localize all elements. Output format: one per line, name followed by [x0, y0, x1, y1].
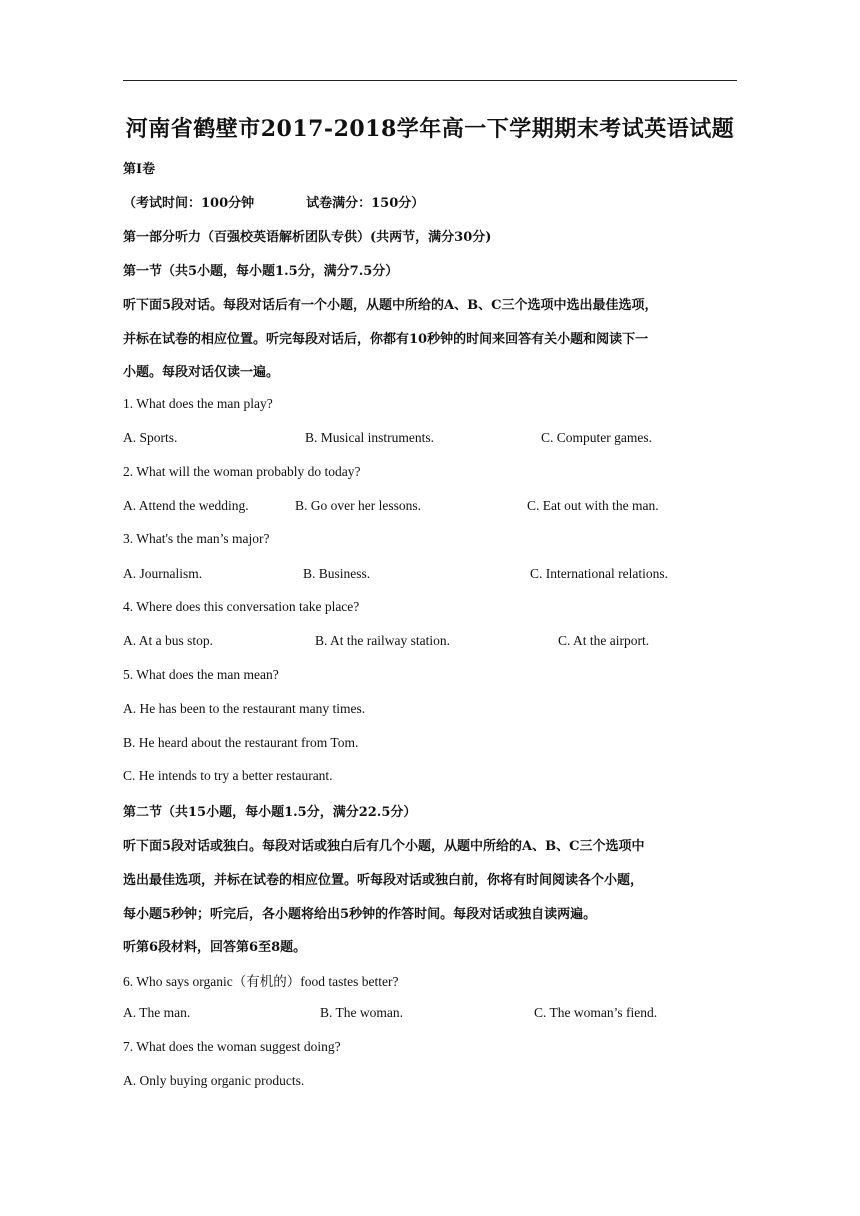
q5-option-b: B. He heard about the restaurant from Tom.: [123, 735, 359, 750]
q3-option-a: A. Journalism.: [123, 566, 203, 581]
question-1: 1. What does the man play?: [123, 396, 273, 411]
question-2: 2. What will the woman probably do today?: [123, 464, 361, 479]
section2-heading: 第二节（共15小题，每小题1.5分，满分22.5分）: [123, 805, 417, 820]
section1-instruction-line: 并标在试卷的相应位置。听完每段对话后，你都有10秒钟的时间来回答有关小题和阅读下一: [123, 332, 649, 347]
part1-heading: 第一部分听力（百强校英语解析团队专供）(共两节，满分30分): [123, 230, 492, 245]
q1-option-b: B. Musical instruments.: [305, 430, 434, 445]
q4-option-b: B. At the railway station.: [315, 633, 450, 648]
q5-option-c: C. He intends to try a better restaurant.: [123, 768, 333, 783]
q2-option-b: B. Go over her lessons.: [295, 498, 421, 513]
exam-info: （考试时间：100分钟 试卷满分：150分）: [123, 196, 425, 211]
question-6: 6. Who says organic（有机的）food tastes better?: [123, 974, 399, 989]
section2-instruction-line: 听下面5段对话或独白。每段对话或独白后有几个小题，从题中所给的A、B、C三个选项中: [123, 839, 645, 854]
q6-option-a: A. The man.: [123, 1005, 191, 1020]
q7-option-a: A. Only buying organic products.: [123, 1073, 305, 1088]
volume-label: 第I卷: [123, 162, 156, 177]
page-title: 河南省鹤壁市2017-2018学年高一下学期期末考试英语试题: [125, 116, 735, 142]
section1-heading: 第一节（共5小题，每小题1.5分，满分7.5分）: [123, 264, 399, 279]
question-7: 7. What does the woman suggest doing?: [123, 1039, 341, 1054]
question-5: 5. What does the man mean?: [123, 667, 279, 682]
section2-instruction-line: 选出最佳选项，并标在试卷的相应位置。听每段对话或独白前，你将有时间阅读各个小题，: [123, 873, 644, 888]
question-3: 3. What's the man’s major?: [123, 531, 270, 546]
q3-option-b: B. Business.: [303, 566, 371, 581]
q4-option-a: A. At a bus stop.: [123, 633, 214, 648]
q6-option-c: C. The woman’s fiend.: [534, 1005, 658, 1020]
header-rule: [123, 80, 737, 81]
q4-option-c: C. At the airport.: [558, 633, 650, 648]
q6-option-b: B. The woman.: [320, 1005, 403, 1020]
q1-option-c: C. Computer games.: [541, 430, 652, 445]
section1-instruction-line: 小题。每段对话仅读一遍。: [123, 365, 280, 380]
section1-instruction-line: 听下面5段对话。每段对话后有一个小题，从题中所给的A、B、C三个选项中选出最佳选项，: [123, 298, 658, 313]
q2-option-a: A. Attend the wedding.: [123, 498, 249, 513]
q1-option-a: A. Sports.: [123, 430, 178, 445]
question-4: 4. Where does this conversation take place?: [123, 599, 360, 614]
q5-option-a: A. He has been to the restaurant many times.: [123, 701, 366, 716]
q2-option-c: C. Eat out with the man.: [527, 498, 659, 513]
material-6-heading: 听第6段材料，回答第6至8题。: [123, 940, 307, 955]
q3-option-c: C. International relations.: [530, 566, 668, 581]
section2-instruction-line: 每小题5秒钟；听完后，各小题将给出5秒钟的作答时间。每段对话或独自读两遍。: [123, 907, 597, 922]
